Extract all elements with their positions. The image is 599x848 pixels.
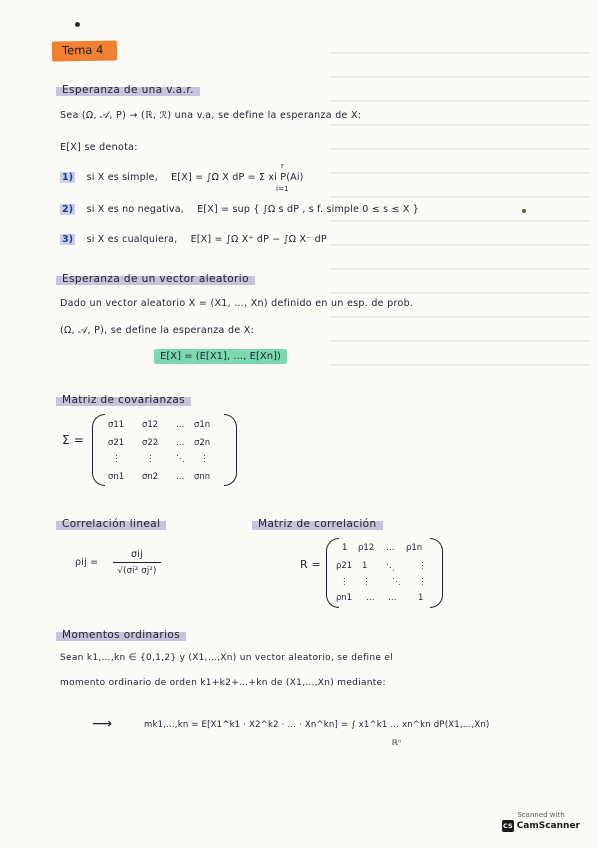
item-formula: E[X] = ∫Ω X dP = Σ xi P(Ai) [171, 172, 304, 183]
matrix-cell: … [176, 438, 185, 448]
watermark-brand: CamScanner [516, 821, 580, 831]
matrix-cell: ρ21 [336, 561, 353, 571]
watermark-caption: Scanned with [517, 811, 565, 819]
integral-domain: ℝⁿ [392, 738, 402, 747]
sum-upper-limit: r [281, 162, 285, 170]
momentos-text-line2: momento ordinario de orden k1+k2+…+kn de (X1,…,Xn) mediante: [60, 678, 386, 688]
denota-text: E[X] se denota: [60, 142, 138, 153]
arrow-icon: ⟶ [92, 716, 113, 732]
ink-mark [522, 209, 526, 213]
vector-text-line1: Dado un vector aleatorio X = (X1, …, Xn) definido en un esp. de prob. [60, 298, 414, 309]
matrix-cell: σ1n [194, 420, 211, 430]
matrix-cell: ⋮ [362, 577, 371, 587]
momentos-text-line1: Sean k1,…,kn ∈ {0,1,2} y (X1,…,Xn) un vector aleatorio, se define el [60, 653, 393, 663]
matrix-cell: … [386, 543, 395, 553]
matrix-cell: ρ1n [406, 543, 423, 553]
matrix-cell: 1 [362, 561, 368, 571]
matrix-cell: ⋮ [146, 454, 155, 464]
matrix-cell: ⋮ [112, 454, 121, 464]
item-condition: si X es simple, [86, 172, 158, 183]
sum-lower-limit: i=1 [276, 185, 289, 193]
vector-text-line2: (Ω, 𝒜, P), se define la esperanza de X: [60, 325, 255, 336]
matrix-cell: ρn1 [336, 593, 353, 603]
matrix-cell: σ11 [108, 420, 125, 430]
matrix-cell: 1 [342, 543, 348, 553]
matrix-cell: σn2 [142, 472, 159, 482]
page-title: Tema 4 [52, 40, 118, 61]
fraction-bar [113, 562, 161, 563]
correlation-lhs: ρij = [75, 557, 99, 568]
matrix-cell: σ21 [108, 438, 125, 448]
item-formula: E[X] = sup { ∫Ω s dP , s f. simple 0 ≤ s ≤ X } [197, 204, 420, 215]
item-condition: si X es cualquiera, [86, 234, 178, 245]
item-no-negativa [60, 204, 419, 215]
matrix-cell: … [388, 593, 397, 603]
matrix-cell: ⋮ [340, 577, 349, 587]
item-condition: si X es no negativa, [86, 204, 184, 215]
matrix-cell: … [366, 593, 375, 603]
matrix-cell: 1 [418, 593, 424, 603]
bleed-through-lines [330, 30, 590, 410]
covariance-matrix [104, 418, 226, 484]
matrix-cell: ⋮ [200, 454, 209, 464]
matrix-cell: σ12 [142, 420, 159, 430]
matrix-cell: σ22 [142, 438, 159, 448]
matrix-cell: σnn [194, 472, 211, 482]
section-heading-esperanza-vector: Esperanza de un vector aleatorio [56, 272, 255, 286]
matrix-cell: σn1 [108, 472, 125, 482]
item-simple [60, 172, 304, 183]
item-number: 2) [62, 204, 74, 215]
intro-text: Sea (Ω, 𝒜, P) → (ℝ, ℛ) una v.a, se define la esperanza de X: [60, 110, 362, 121]
correlation-numerator: σij [131, 549, 143, 560]
matrix-cell: ⋱ [386, 563, 395, 573]
correlation-matrix-symbol: R = [300, 558, 321, 571]
matrix-cell: ρ12 [358, 543, 375, 553]
item-formula: E[X] = ∫Ω X⁺ dP − ∫Ω X⁻ dP [190, 234, 327, 245]
vector-expectation-formula: E[X] = (E[X1], …, E[Xn]) [154, 349, 287, 364]
section-heading-covarianzas: Matriz de covarianzas [56, 393, 191, 407]
sigma-symbol: Σ = [62, 433, 85, 447]
camscanner-logo-icon: CS [503, 822, 513, 830]
matrix-cell: σ2n [194, 438, 211, 448]
matrix-cell: ⋮ [418, 561, 427, 571]
matrix-cell: ⋱ [392, 577, 401, 587]
matrix-cell: ⋮ [418, 577, 427, 587]
section-heading-matriz-correlacion: Matriz de correlación [252, 517, 383, 531]
matrix-cell: … [176, 472, 185, 482]
section-heading-esperanza-va: Esperanza de una v.a.r. [56, 83, 200, 97]
item-cualquiera [60, 234, 327, 245]
correlation-denominator: √(σi² σj²) [117, 566, 157, 576]
moment-formula: mk1,…,kn = E[X1^k1 · X2^k2 · … · Xn^kn] = ∫ x1^k1 … xn^kn dP(X1,…,Xn) [144, 720, 490, 730]
ink-mark [75, 22, 80, 27]
matrix-cell: ⋱ [176, 454, 185, 464]
correlation-matrix [336, 541, 436, 605]
camscanner-watermark [502, 811, 580, 837]
section-heading-momentos: Momentos ordinarios [56, 628, 186, 642]
item-number: 3) [62, 234, 74, 245]
item-number: 1) [62, 172, 74, 183]
section-heading-correlacion-lineal: Correlación lineal [56, 517, 166, 531]
matrix-cell: … [176, 420, 185, 430]
